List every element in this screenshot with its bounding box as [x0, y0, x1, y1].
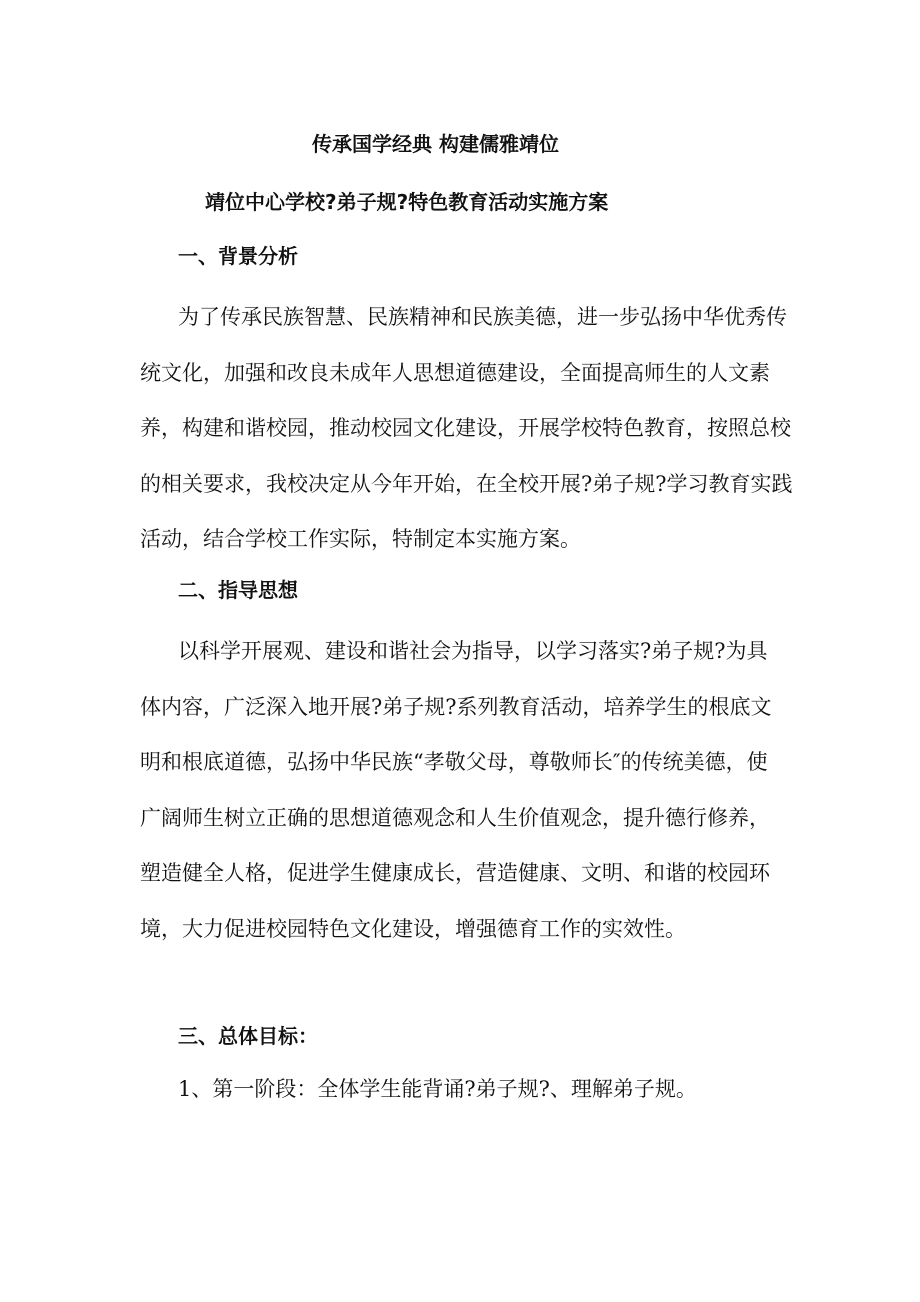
section-body-guiding-ideology: 以科学开展观、建设和谐社会为指导，以学习落实?弟子规?为具体内容，广泛深入地开展?弟子规?系列教育活动，培养学生的根底文明和根底道德，弘扬中华民族“孝敬父母，尊敬师长″的传统美德，使广阔师生树立正确的思想道德观念和人生价值观念，提升德行修养，塑造健全人格，促进学生健康成长，营造健康、文明、和谐的校园环境，大力促进校园特色文化建设，增强德育工作的实效性。: [140, 639, 772, 941]
goal-list-item: 1、第一阶段：全体学生能背诵?弟子规?、理解弟子规。: [178, 1077, 697, 1101]
section-body-background: 为了传承民族智慧、民族精神和民族美德，进一步弘扬中华优秀传统文化，加强和改良未成年人思想道德建设，全面提高师生的人文素养，构建和谐校园，推动校园文化建设，开展学校特色教育，按照总校的相关要求，我校决定从今年开始，在全校开展?弟子规?学习教育实践活动，结合学校工作实际，特制定本实施方案。: [140, 305, 793, 551]
document-subtitle: 靖位中心学校?弟子规?特色教育活动实施方案: [205, 190, 609, 214]
section-heading-guiding-ideology: 二、指导思想: [178, 578, 298, 602]
section-heading-background: 一、背景分析: [178, 244, 298, 268]
document-title: 传承国学经典 构建儒雅靖位: [312, 132, 559, 156]
section-heading-overall-goals: 三、总体目标：: [178, 1024, 318, 1048]
